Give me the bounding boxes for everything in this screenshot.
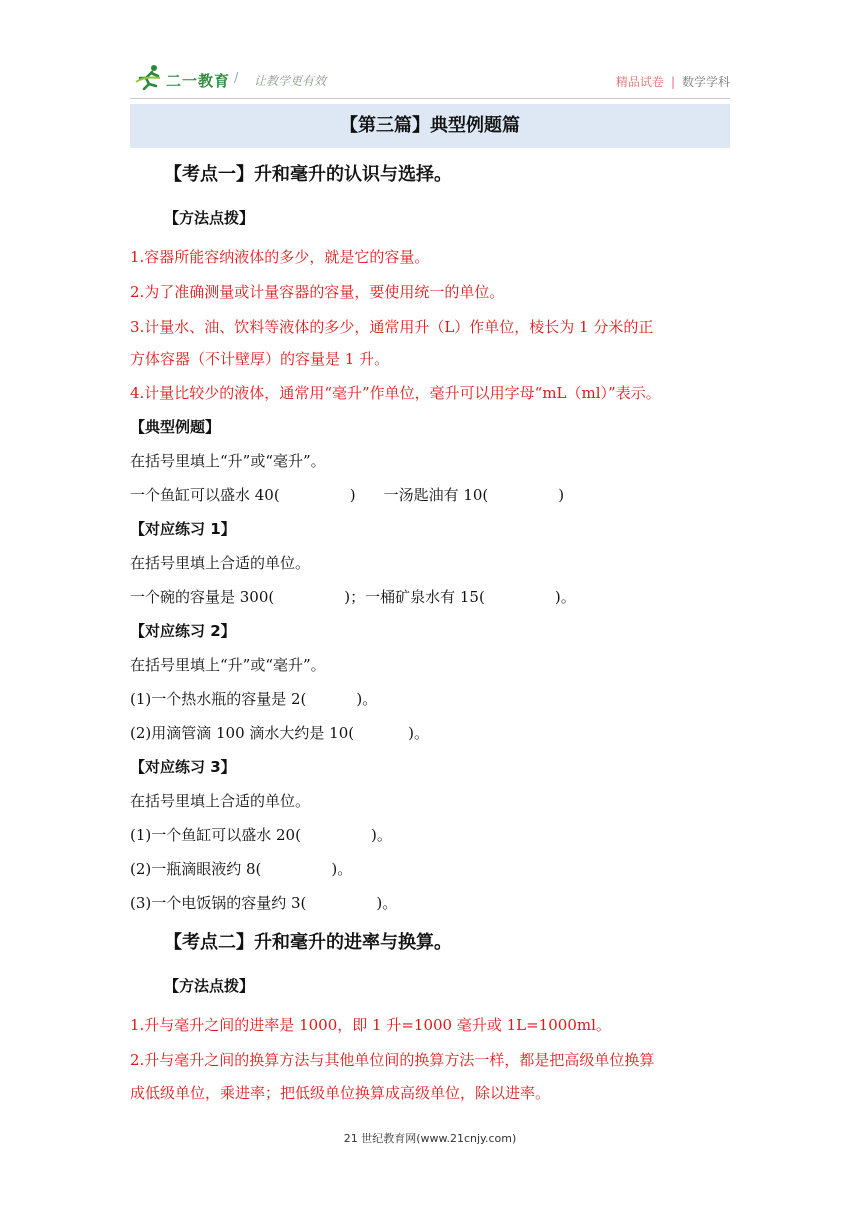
practice2-q1-end: )。 <box>356 690 378 708</box>
section1-tip-1: 1.容器所能容纳液体的多少，就是它的容量。 <box>130 248 430 266</box>
page-header <box>130 62 730 99</box>
page-title: 【第三篇】典型例题篇 <box>130 104 730 148</box>
header-separator: | <box>670 75 675 89</box>
section1-tip-2: 2.为了准确测量或计量容器的容量，要使用统一的单位。 <box>130 283 505 301</box>
page-footer: 21 世纪教育网(www.21cnjy.com) <box>343 1132 517 1145</box>
section2-tip-2b: 成低级单位，乘进率；把低级单位换算成高级单位，除以进率。 <box>130 1084 551 1102</box>
practice3-q2-line <box>130 858 352 879</box>
practice1-title: 【对应练习 1】 <box>130 520 236 538</box>
practice3-q2-end: )。 <box>331 860 353 878</box>
practice3-q2: (2)一瓶滴眼液约 8( <box>130 860 262 878</box>
section2-method-title: 【方法点拨】 <box>164 977 255 995</box>
practice2-q2-line <box>130 722 429 743</box>
practice1-questions <box>130 586 576 607</box>
practice3-q1-end: )。 <box>370 826 392 844</box>
practice1-q2-end: )。 <box>554 588 576 606</box>
practice3-q3: (3)一个电饭锅的容量约 3( <box>130 894 307 912</box>
runner-logo-icon <box>134 64 164 90</box>
section2-tip-2a: 2.升与毫升之间的换算方法与其他单位间的换算方法一样，都是把高级单位换算 <box>130 1051 655 1069</box>
section1-tip-3b: 方体容器（不计壁厚）的容量是 1 升。 <box>130 350 390 368</box>
example-q1-end: ) <box>349 486 356 504</box>
practice3-q1: (1)一个鱼缸可以盛水 20( <box>130 826 301 844</box>
example-title: 【典型例题】 <box>130 418 221 436</box>
example-q2-end: ) <box>558 486 565 504</box>
example-instruction: 在括号里填上“升”或“毫升”。 <box>130 452 326 470</box>
practice3-q3-end: )。 <box>376 894 398 912</box>
section2-title: 【考点二】升和毫升的进率与换算。 <box>164 932 452 953</box>
example-q1: 一个鱼缸可以盛水 40( <box>130 486 280 504</box>
practice2-q1: (1)一个热水瓶的容量是 2( <box>130 690 307 708</box>
practice2-q1-line <box>130 688 377 709</box>
logo-text: 二一教育 <box>166 72 231 90</box>
practice2-q2-end: )。 <box>408 724 429 742</box>
practice1-q1-end: )； <box>344 588 366 606</box>
example-questions <box>130 484 564 505</box>
example-q2: 一汤匙油有 10( <box>383 486 489 504</box>
practice2-title: 【对应练习 2】 <box>130 622 236 640</box>
logo-slash: / <box>234 71 239 86</box>
practice3-instruction: 在括号里填上合适的单位。 <box>130 792 311 810</box>
section1-method-title: 【方法点拨】 <box>164 209 255 227</box>
header-right <box>616 73 730 90</box>
section2-tip-1: 1.升与毫升之间的进率是 1000，即 1 升=1000 毫升或 1L=1000ml。 <box>130 1016 611 1034</box>
practice1-instruction: 在括号里填上合适的单位。 <box>130 554 311 572</box>
practice1-q2: 一桶矿泉水有 15( <box>365 588 485 606</box>
practice3-q3-line <box>130 892 397 913</box>
logo-slogan: 让教学更有效 <box>254 74 327 88</box>
practice3-title: 【对应练习 3】 <box>130 758 236 776</box>
practice3-q1-line <box>130 824 392 845</box>
practice2-instruction: 在括号里填上“升”或“毫升”。 <box>130 656 326 674</box>
section1-tip-3a: 3.计量水、油、饮料等液体的多少，通常用升（L）作单位，棱长为 1 分米的正 <box>130 318 654 336</box>
practice1-q1: 一个碗的容量是 300( <box>130 588 275 606</box>
subject-label: 数学学科 <box>681 75 730 89</box>
section1-tip-4: 4.计量比较少的液体，通常用“毫升”作单位，毫升可以用字母“mL（ml）”表示。 <box>130 384 661 402</box>
section1-title: 【考点一】升和毫升的认识与选择。 <box>164 164 452 185</box>
practice2-q2: (2)用滴管滴 100 滴水大约是 10( <box>130 724 355 742</box>
quality-label: 精品试卷 <box>615 75 664 89</box>
